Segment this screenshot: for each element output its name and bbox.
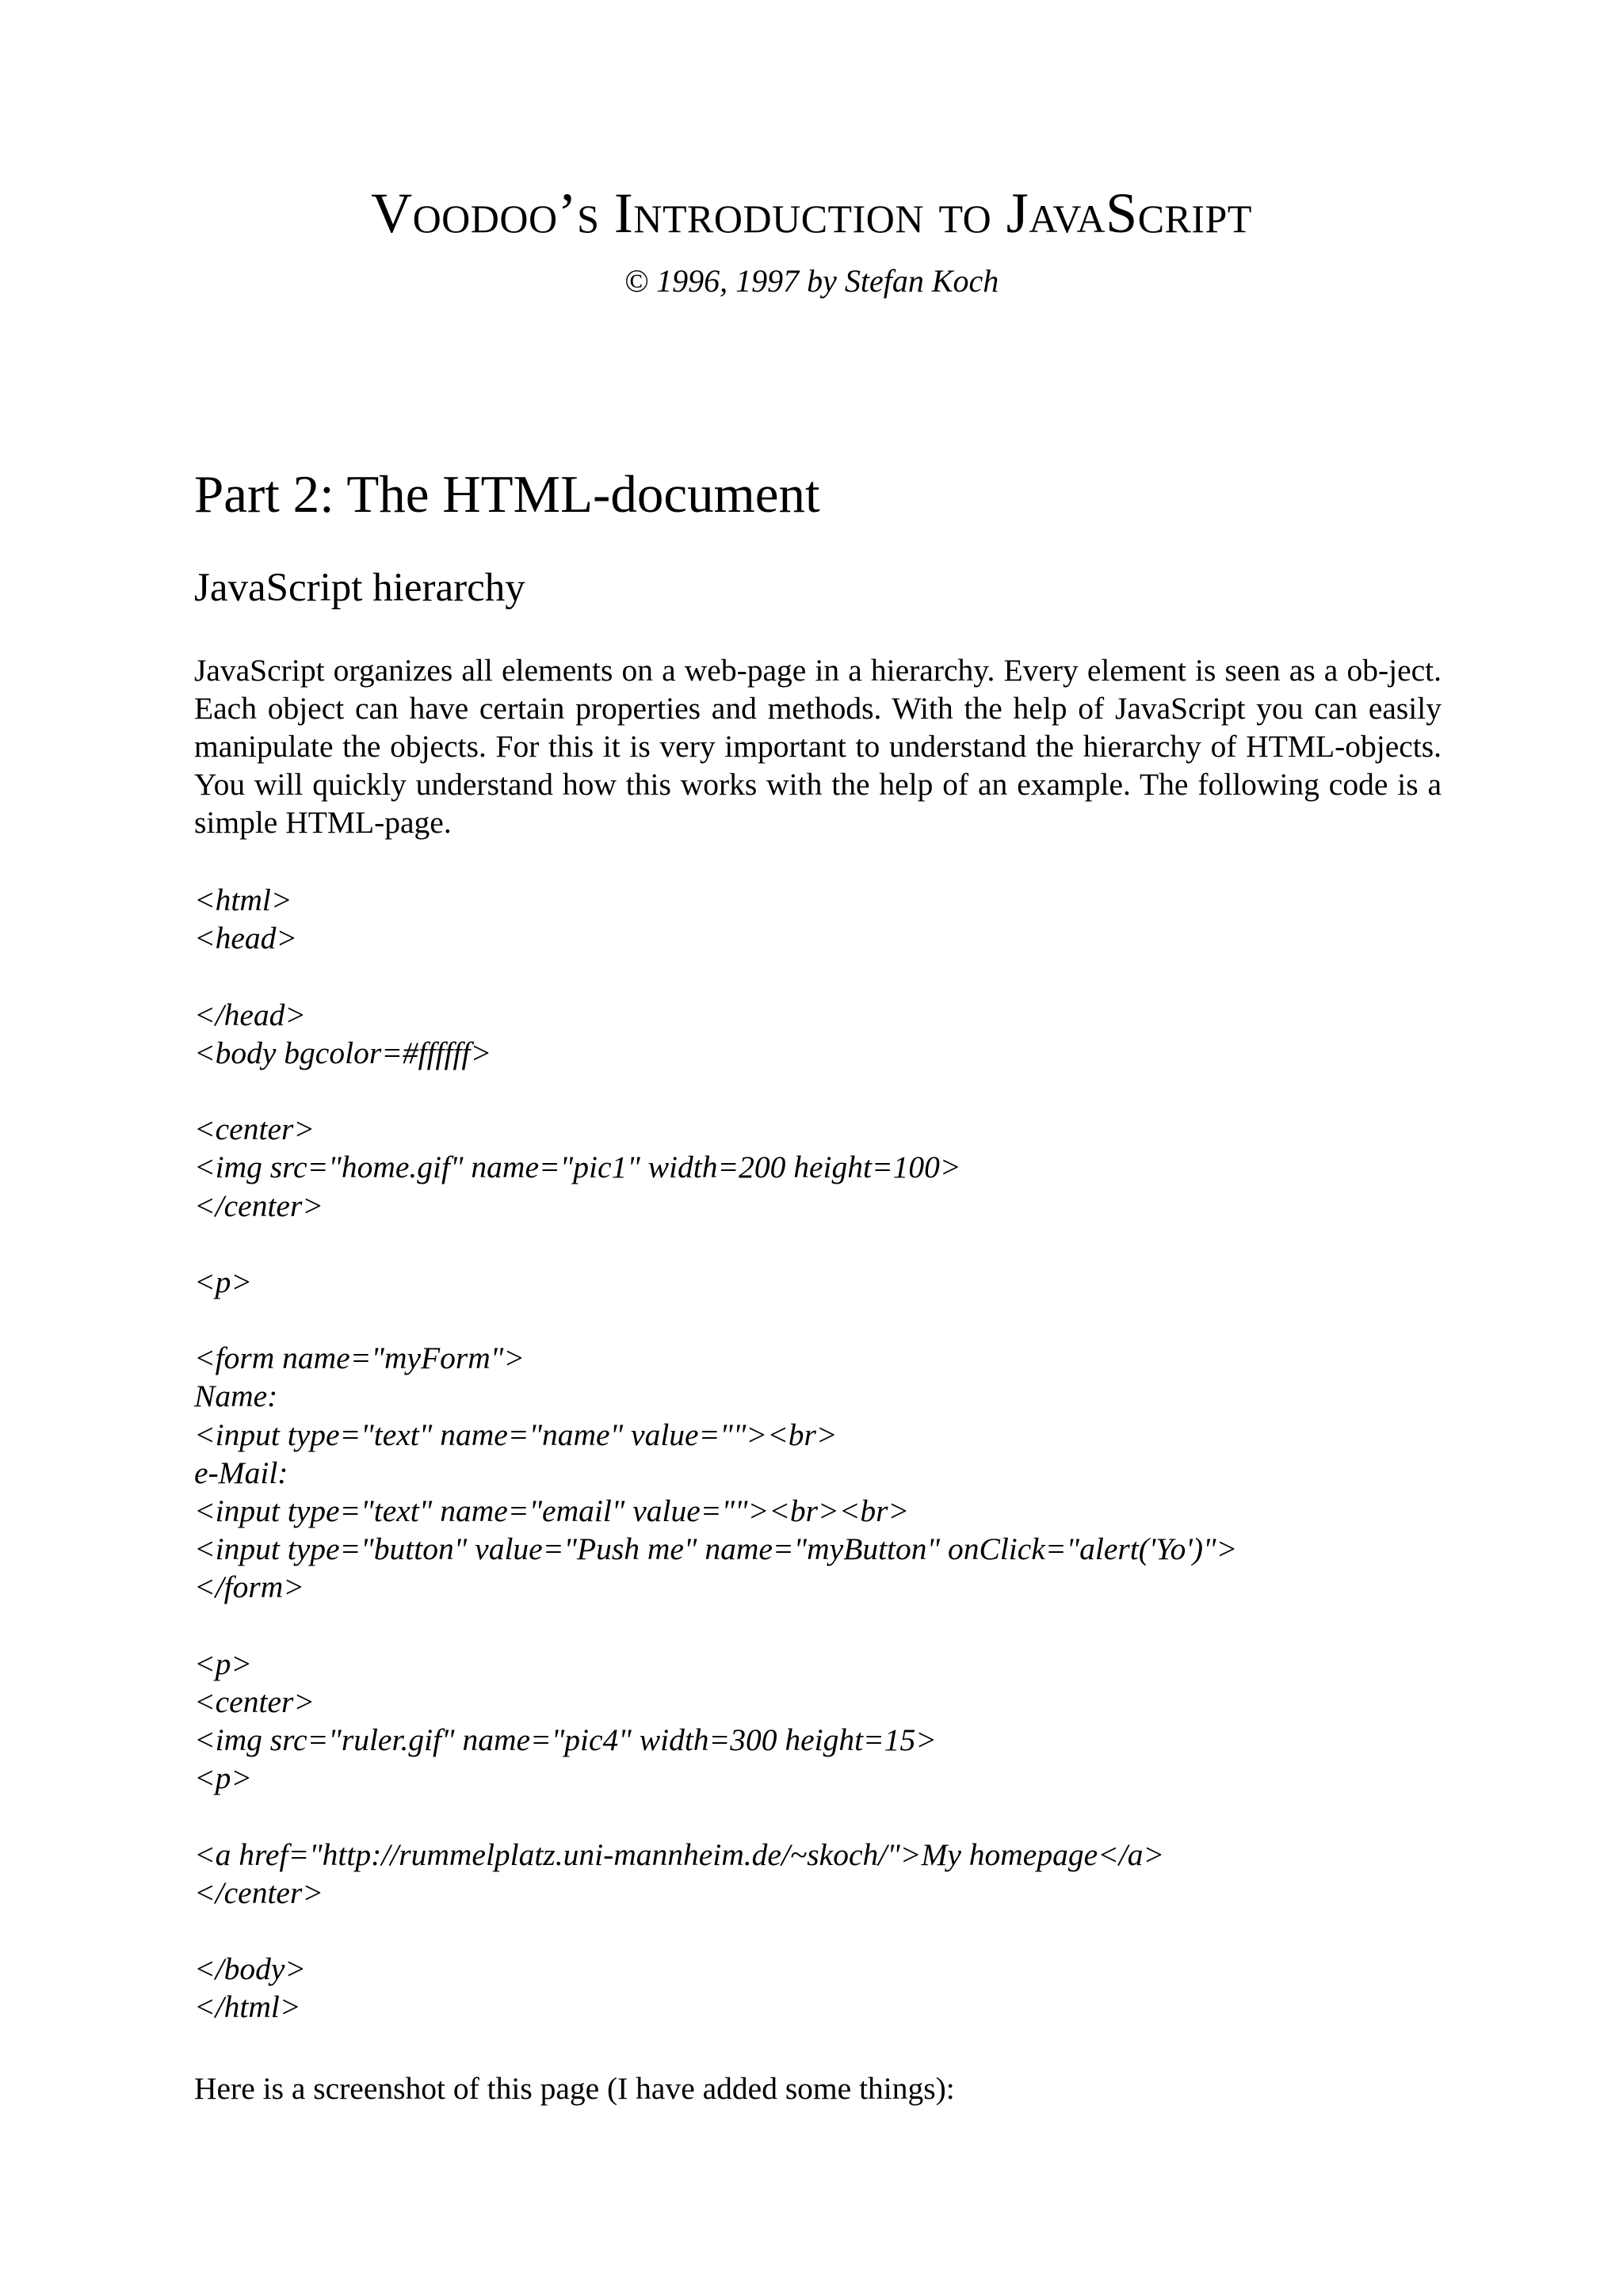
code-line: <html>: [194, 883, 292, 917]
code-line: <p>: [194, 1646, 253, 1681]
code-line: [194, 1301, 1462, 1339]
code-line: </html>: [194, 1989, 301, 2025]
code-line: <head>: [194, 921, 298, 956]
closing-sentence: Here is a screenshot of this page (I have added some things):: [194, 2071, 955, 2106]
code-line: <input type="button" value="Push me" name="myButton" onClick="alert('Yo')">: [194, 1531, 1238, 1567]
code-line: </body>: [194, 1951, 307, 1987]
section-heading: JavaScript hierarchy: [194, 566, 525, 610]
code-line: Name:: [194, 1379, 278, 1414]
code-line: [194, 1607, 1462, 1645]
code-line: <center>: [194, 1684, 315, 1719]
code-line: </center>: [194, 1188, 323, 1223]
code-line: <img src="home.gif" name="pic1" width=200 height=100>: [194, 1150, 961, 1185]
code-listing: [194, 881, 1462, 2027]
code-line: <p>: [194, 1760, 253, 1796]
code-line: <a href="http://rummelplatz.uni-mannheim.de/~skoch/">My homepage</a>: [194, 1836, 1165, 1872]
code-line: [194, 1798, 1462, 1836]
code-line: </center>: [194, 1875, 323, 1910]
code-line: <img src="ruler.gif" name="pic4" width=300 height=15>: [194, 1722, 937, 1758]
document-title: Voodoo’s Introduction to JavaScript: [371, 181, 1252, 245]
code-line: </head>: [194, 997, 307, 1032]
code-line: <p>: [194, 1264, 253, 1299]
code-line: <center>: [194, 1112, 315, 1147]
code-line: <form name="myForm">: [194, 1341, 525, 1376]
part-heading: Part 2: The HTML-document: [194, 465, 820, 524]
code-line: </form>: [194, 1569, 304, 1605]
code-line: e-Mail:: [194, 1455, 288, 1490]
code-line: [194, 957, 1462, 995]
code-line: <input type="text" name="email" value=""><br><br>: [194, 1493, 910, 1528]
code-line: [194, 1072, 1462, 1110]
code-line: [194, 1225, 1462, 1263]
code-line: <body bgcolor=#ffffff>: [194, 1035, 492, 1070]
intro-paragraph: JavaScript organizes all elements on a web-page in a hierarchy. Every element is seen as a ob-ject. Each object can have certain properties and methods. With the help of JavaScript you can easily manipulate the objects. For this it is very important to understand the hierarchy of HTML-objects. You will quickly understand how this works with the help of an example. The following code is a simple HTML-page.: [194, 653, 1442, 840]
code-line: <input type="text" name="name" value=""><br>: [194, 1417, 838, 1452]
code-line: [194, 1912, 1462, 1950]
copyright-line: © 1996, 1997 by Stefan Koch: [624, 263, 999, 299]
